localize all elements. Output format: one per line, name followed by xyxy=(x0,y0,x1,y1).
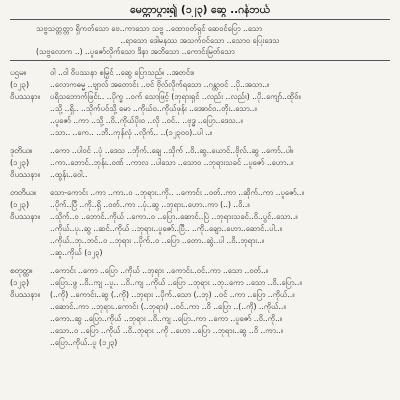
entry-labels xyxy=(10,265,50,349)
entry-labels xyxy=(10,67,50,139)
entry-line: ..ဆူ..ကိုယ် (၁၂၃) xyxy=(50,247,103,257)
entry-label: ဒုတိယ။ xyxy=(10,145,33,155)
entry-line: ..ကိုယ်..ဘု..ဘင်..ဝ ..ဘုရား ..ပိုက်..ဝ ..ပြော ..တော..ဆွဲ..ပါ ..ဝိ..ဘုရား..။ xyxy=(50,235,265,245)
intro-divider xyxy=(10,60,390,61)
entry-section xyxy=(10,67,390,139)
entry-line: ..သို့ ..ရှိ.. ..သိုက်ပဝ်သို့ မော ..ကိုယ်ဝ..ကိုယ်ဖုန်း ..အောင်ဝ..တိုး..သော..။ xyxy=(50,103,257,113)
entry-line: ..သော..ဝ ..ပြော ..ကိုယ် ..ဝိ..ဘုရား ..ကို ..ဟော ..ပြော ..ဘုရား..ဆွ ..ဝိ ..ကာ..။ xyxy=(50,325,283,335)
entry-line: ..သိုက်..ဝ ..ဘောင်..ကိုယ် ..ကော..ဝ ..ပြော..ဆောင်..ပြဲ ..ဘုရားသခင်..ဝိ..ပွင်..သော..။ xyxy=(50,211,298,221)
title-divider xyxy=(10,19,390,20)
entry-label: ဝိပဿနာ။ xyxy=(10,91,40,101)
intro-line: ..ရာသော ဒေါမနဿ အသက်ဝင်သော ..သောဝ ပြေးဒေသ xyxy=(120,35,280,45)
entry-line: ..ထွန်း..ဝေါ.. xyxy=(50,169,88,179)
entry-line: ..ပြော..ဖွ ..ဝိ..ကျ ..ပူ.. ..ဝိ..ကျ ..ကိုယ် ..ပြော ..ဘုရား ..ဘု..ကော ..သော ..ဝိ..ပြော..။ xyxy=(50,277,302,287)
entry-line: (..ကို) ..ကောင်း..ဆွ (..ကို) ..ဘုရား ..ပိုက်..သော (..ဘု) ..ဝင် ..ကာ ..ပြော ..ကိုယ်..။ xyxy=(50,289,295,299)
entry-label: (၁၂၃) xyxy=(10,157,30,167)
entry-line: ..ပိုက်..ပြီ ..ကို..ရှိ ..ဝတ်..ကာ ..ပုံ..ဆွ ..ဘုရား..ဟော..ကာ (..) ..ဝိ..။ xyxy=(50,199,250,209)
entry-body xyxy=(50,265,390,349)
entry-line: ..ပြော..ကိုယ်..ပူ (၁၂၃) xyxy=(50,337,118,347)
entry-label: စတုတ္ထ။ xyxy=(10,265,33,275)
entry-line: ..ဆောင်..ကာ ..ဘုရား..ကောင်း (..ဘုရား) ..ဝင်..ကာ ..ဝိ ..ပြော ..(..ကို) ..ကိုယ်..။ xyxy=(50,301,286,311)
entry-line: ..လောကဓမ္မ ..ဗျာလ် အတောင်း ..ဗင် ဗိုလ်လိုက်ရသော ..ဂန္ထာဝင် ..ပို..အသာ..။ xyxy=(50,79,270,89)
entry-label: တတိယ။ xyxy=(10,187,36,197)
entry-line: ပရိသဘောက်ဖြင်း.. ..ပိုက္ခ ..ဝက် သောဖြင့် (ဘုရားရှင် ..လည်း ..လည်း) ..ပို..ကျော်..ထိုဝ်။ xyxy=(50,91,301,101)
entry-line: ..သာ.. ..ကေ.. ..ဘိ..ကုန်လုံ ..လိုက်.. ..(၁၂၃၀၀)..ပါ ..။ xyxy=(50,127,213,137)
entry-line: ..ကိုယ်..ပု..ဆွ ..ဆင်..ကိုယ် ..ဘုရား..ပူဇော်..ပြီ.. ..ကို..ချော..ဟော..ဆောင်..ပါ..။ xyxy=(50,223,282,233)
intro-line: သဗ္ဗသတ္တတ္တာ ရှိကတ်သော ဗေ..ကာသော သဗ္ဗ ..ထောဝတ်ရှင် ဆေဝင်ပြော ..သော xyxy=(36,24,263,33)
entry-label: (၁၂၃) xyxy=(10,79,30,89)
entry-labels xyxy=(10,145,50,181)
entry-body xyxy=(50,187,390,259)
entry-body xyxy=(50,145,390,181)
entry-line: ..ကော ..ပါဝင် ..ပုံ ..ဒေသ ..ဘိုက်..ချေ ..သိုက် ..ဝိ..ဆွ..ယောင်..ဗိုလ်..ဆွ ..ကော်..ပါ။ xyxy=(50,145,294,155)
entry-labels xyxy=(10,187,50,259)
entry-line: ဝါ ..ဝါ ဝိပဿနာ စမြှင် ..ဆွေ ပြောသည်။ ..အတင်း။ xyxy=(50,67,195,77)
entry-label: (၁၂၃) xyxy=(10,199,30,209)
entry-section xyxy=(10,187,390,259)
entry-label: (၁၂၃) xyxy=(10,277,30,287)
entry-line: ..ပူဇော် ..ကာ ..သို့ ..ဝိ..ကိုယ်ပိုးဝ ..လို ..ဝင်.. ..ဗုဒ္ဓ ..ပြော..ဒေသ..။ xyxy=(50,115,243,125)
entry-label: ဝိပဿနာ။ xyxy=(10,289,40,299)
entry-label: ပဌမ။ xyxy=(10,67,26,77)
entry-body xyxy=(50,67,390,139)
entry-section xyxy=(10,265,390,349)
intro-block xyxy=(10,23,390,58)
entry-line: ..ကာ..ဘောင်..ဘုန်း..ဝဏ် ..ကာလ ..ပါသော ..သောဝ ..ဘုရားသခင် ..ပူဇော် ..ဟော..။ xyxy=(50,157,294,167)
entry-label: ဝိပဿနာ။ xyxy=(10,169,40,179)
entry-label: ဝိပဿနာ။ xyxy=(10,211,40,221)
entry-line: ..ကောင်း ..ကော ..ပြော ..ကိုယ် ..ဘုရား ..ကောင်း..ဝင်..ကာ ..သော ..ဝတ်..။ xyxy=(50,265,269,275)
intro-line: (သဗ္ဗလောက ..) ..ပူဇော်လိုက်သော ဒိနာ အဘိသော ..ကောင်းမြတ်သော xyxy=(36,47,235,56)
page-title: မေတ္တာပွား၍ (၁၂၃) ဆွေ ..ဂန်ဘယ် xyxy=(130,4,270,16)
entries-list xyxy=(10,67,390,349)
entry-line: ..ကော..ဆွ ..ပြော..ကိုယ် ..ဘုရား ..ဝိ..ကျ ..ပြော..ကာ ..ကော ..ပူဇော် ..ဝိ..ကို..။ xyxy=(50,313,283,323)
entry-section xyxy=(10,145,390,181)
entry-line: သော-ကောင်း ..ကာ ..ကာ..ဝ ..ဘုရား..ကို.. ..ကောင်း ..ဝတ်..ကာ ..ဆိုက်..ကာ ..ပူဇော်..။ xyxy=(50,187,304,197)
